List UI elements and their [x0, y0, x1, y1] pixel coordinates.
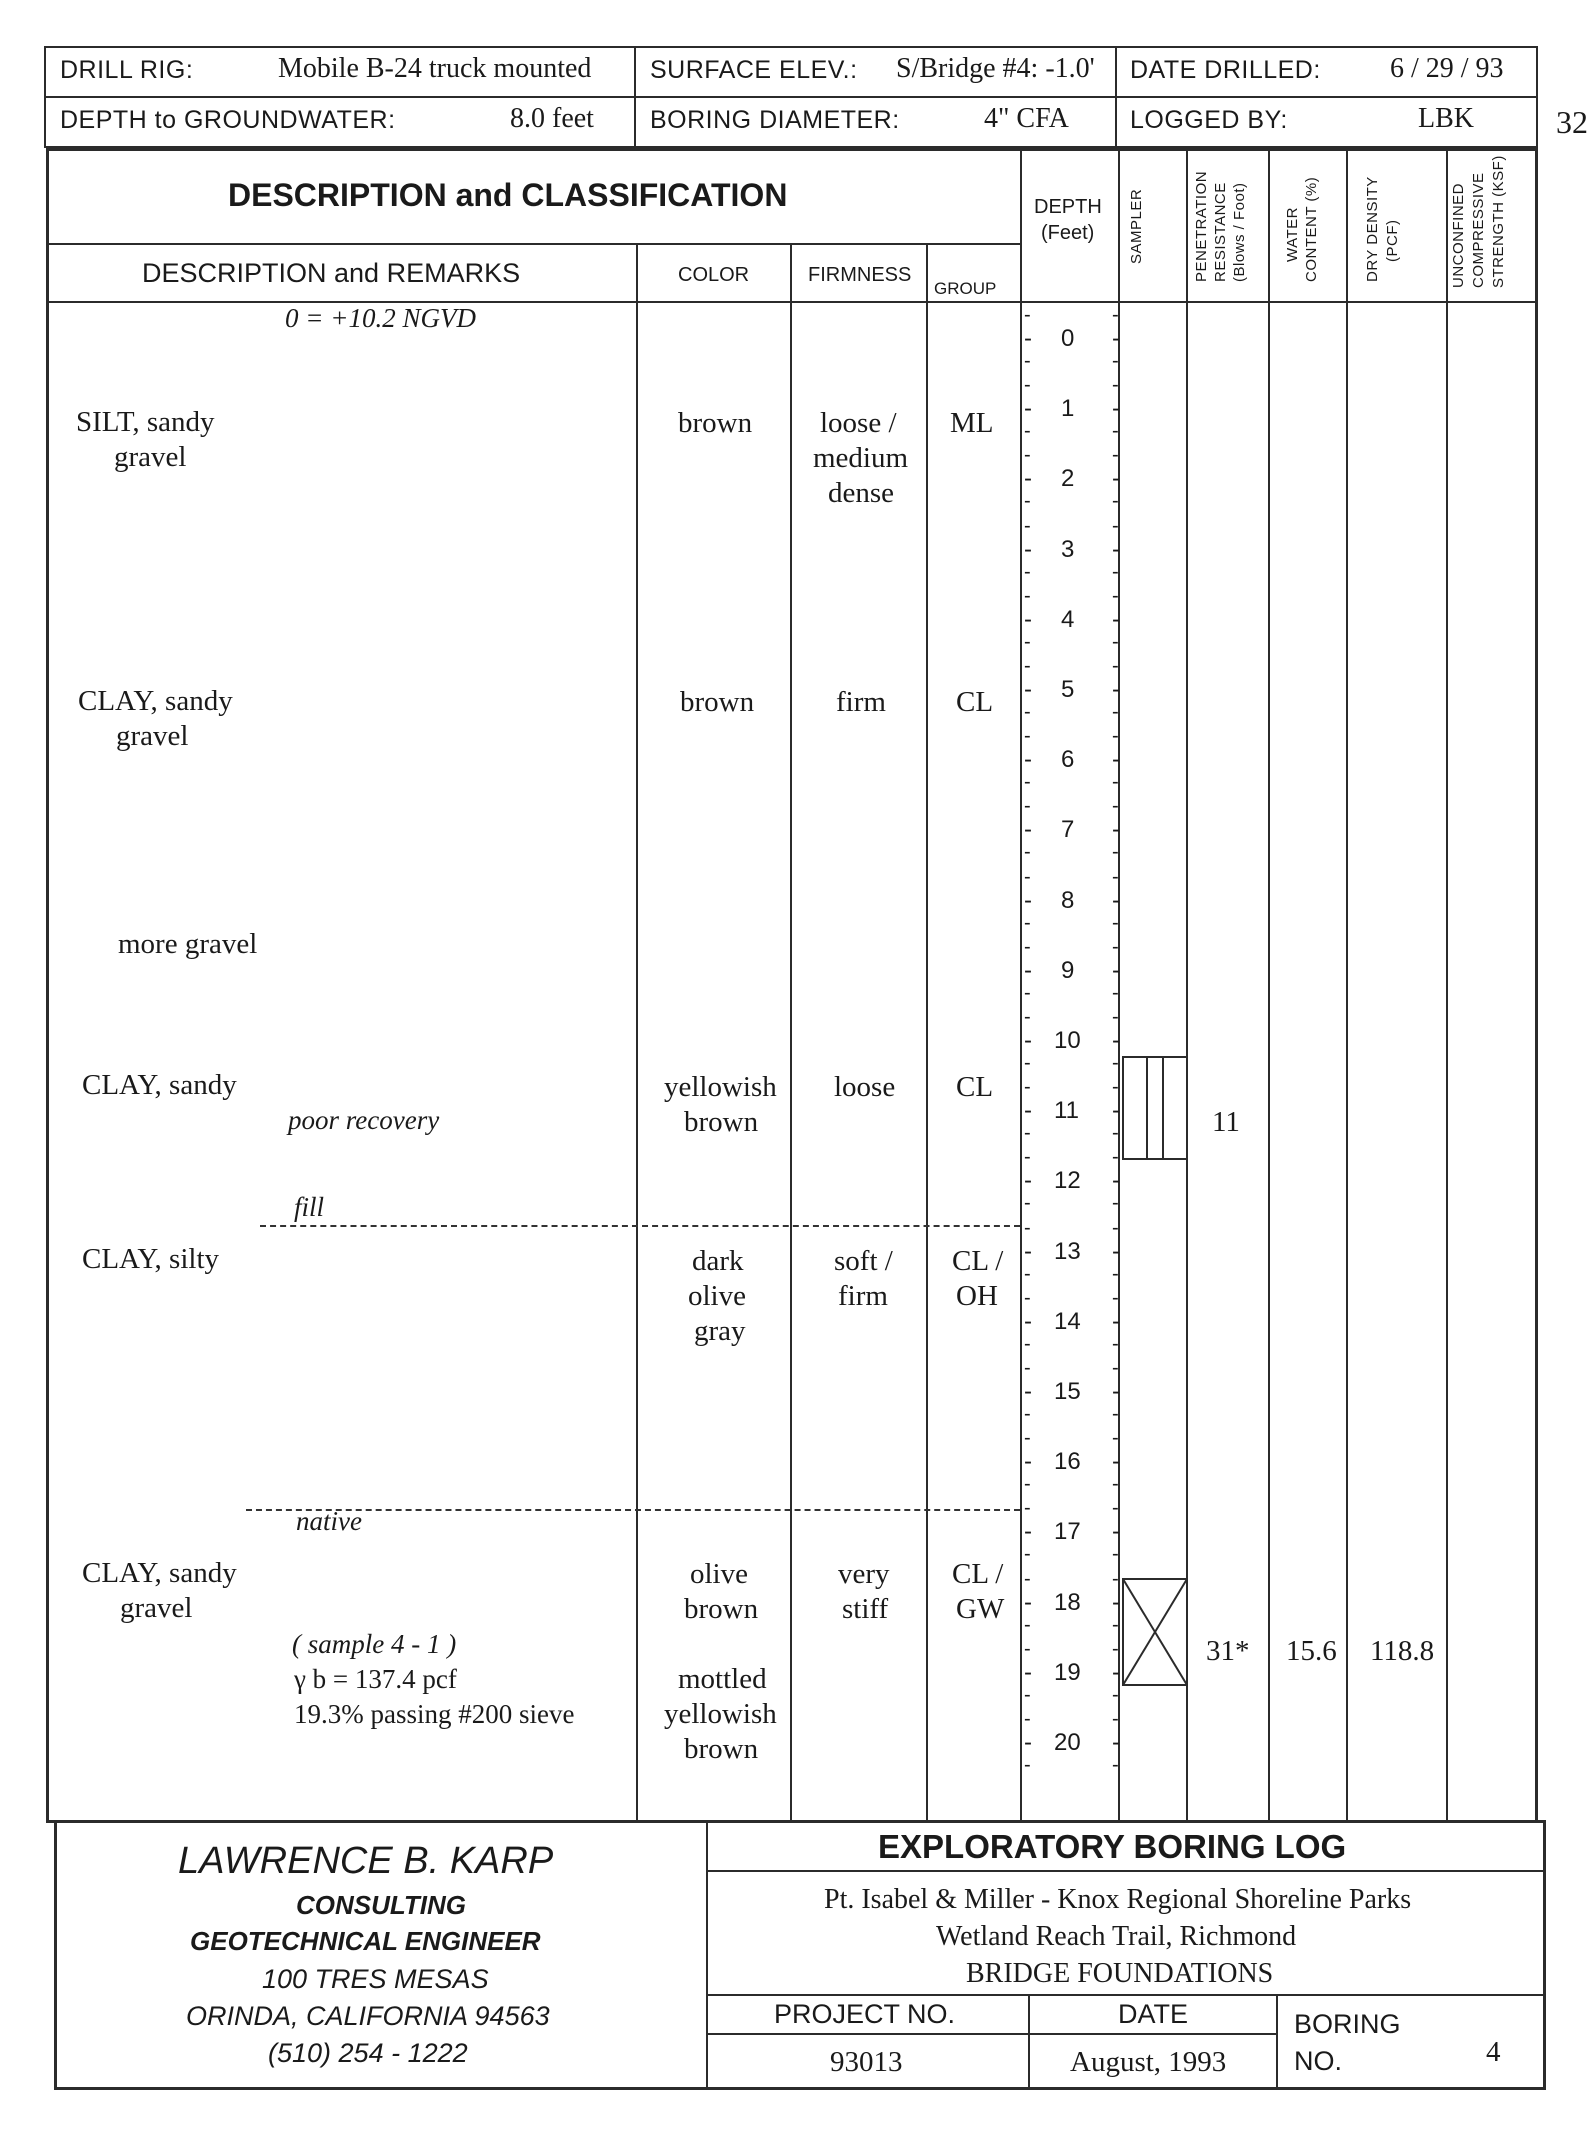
boring-label-2: NO.	[1294, 2046, 1343, 2076]
native-remark: native	[296, 1506, 362, 1536]
depth-tick-mark: -	[1112, 1448, 1120, 1476]
date-label: DATE	[1118, 1999, 1189, 2029]
depth-minor-tick: -	[1112, 1076, 1119, 1099]
depth-minor-tick: -	[1024, 1006, 1031, 1028]
depth-tick-mark: -	[1024, 465, 1032, 493]
depth-minor-tick: -	[1024, 350, 1031, 372]
col-penetration-1: PENETRATION	[1193, 170, 1210, 282]
depth-tick-mark: -	[1112, 1378, 1120, 1405]
depth-minor-tick: -	[1112, 795, 1119, 818]
groundwater-value: 8.0 feet	[510, 103, 594, 134]
depth-minor-tick: -	[1112, 560, 1119, 583]
depth-minor-tick: -	[1112, 1473, 1119, 1496]
layer-1-group: ML	[950, 407, 994, 439]
layer-1-desc-2: gravel	[114, 441, 187, 473]
depth-tick-label: 10	[1054, 1027, 1081, 1054]
depth-minor-tick: -	[1112, 1006, 1119, 1028]
depth-minor-tick: -	[1112, 1052, 1119, 1074]
depth-minor-tick: -	[1112, 374, 1119, 397]
layer-8-color-1: olive	[690, 1558, 748, 1590]
layer-6-color-1: dark	[692, 1245, 744, 1277]
depth-minor-tick: -	[1024, 701, 1031, 723]
project-no-label: PROJECT NO.	[774, 1999, 956, 2029]
col-sampler: SAMPLER	[1128, 188, 1145, 264]
depth-minor-tick: -	[1112, 1262, 1119, 1285]
depth-tick-label: 0	[1061, 325, 1075, 352]
depth-tick-label: 14	[1054, 1307, 1081, 1335]
layer-8-remark-2: γ b = 137.4 pcf	[294, 1664, 457, 1694]
depth-tick-mark: -	[1112, 886, 1120, 914]
layer-8-remark-1: ( sample 4 - 1 )	[292, 1629, 457, 1659]
col-penetration-2: RESISTANCE	[1212, 182, 1229, 282]
layer-8-color-4: yellowish	[664, 1698, 777, 1730]
depth-tick-mark: -	[1112, 1729, 1120, 1756]
depth-minor-tick: -	[1024, 865, 1031, 888]
depth-tick-label: 15	[1054, 1378, 1081, 1405]
depth-tick-label: 13	[1054, 1237, 1081, 1265]
depth-tick-mark: -	[1024, 535, 1032, 563]
date-drilled-value: 6 / 29 / 93	[1390, 53, 1504, 84]
depth-tick-mark: -	[1024, 1097, 1032, 1125]
depth-tick-mark: -	[1112, 1307, 1120, 1335]
layer-2-group: CL	[956, 686, 994, 718]
depth-minor-tick: -	[1112, 1332, 1119, 1355]
depth-tick-mark: -	[1024, 395, 1032, 423]
section-title: DESCRIPTION and CLASSIFICATION	[228, 177, 788, 213]
depth-minor-tick: -	[1112, 514, 1119, 537]
project-no-value: 93013	[830, 2046, 903, 2078]
depth-minor-tick: -	[1112, 841, 1119, 864]
groundwater-label: DEPTH to GROUNDWATER:	[60, 106, 396, 134]
sample-2-drive-icon	[1122, 1578, 1188, 1686]
layer-8-desc-2: gravel	[120, 1592, 193, 1624]
depth-minor-tick: -	[1112, 1286, 1119, 1309]
depth-minor-tick: -	[1024, 490, 1031, 513]
col-density-1: DRY DENSITY	[1364, 176, 1381, 282]
depth-minor-tick: -	[1024, 725, 1031, 748]
depth-minor-tick: -	[1112, 350, 1119, 372]
boring-label-1: BORING	[1294, 2009, 1401, 2039]
depth-minor-tick: -	[1024, 1567, 1031, 1590]
col-color: COLOR	[678, 264, 750, 286]
engineer-line-2: CONSULTING	[296, 1890, 466, 1920]
depth-tick-mark: -	[1112, 1658, 1120, 1686]
depth-minor-tick: -	[1024, 1286, 1031, 1309]
col-water-1: WATER	[1284, 207, 1301, 262]
depth-tick-mark: -	[1024, 1658, 1032, 1686]
layer-8-color-3: mottled	[678, 1663, 767, 1695]
depth-minor-tick: -	[1024, 444, 1031, 467]
depth-tick-label: 17	[1054, 1518, 1081, 1546]
depth-minor-tick: -	[1112, 1403, 1119, 1425]
depth-minor-tick: -	[1112, 1708, 1119, 1730]
depth-minor-tick: -	[1024, 304, 1031, 326]
layer-6-firmness-1: soft /	[834, 1245, 893, 1277]
depth-tick-mark: -	[1024, 1729, 1032, 1756]
layer-3-desc: more gravel	[118, 928, 258, 960]
depth-minor-tick: -	[1024, 1403, 1031, 1425]
depth-tick-mark: -	[1112, 1027, 1120, 1054]
depth-minor-tick: -	[1024, 1543, 1031, 1566]
depth-tick-mark: -	[1112, 1518, 1120, 1546]
col-unconfined-1: UNCONFINED	[1450, 183, 1467, 288]
depth-minor-tick: -	[1024, 911, 1031, 934]
layer-4-desc: CLAY, sandy	[82, 1069, 237, 1101]
depth-tick-label: 19	[1054, 1658, 1081, 1686]
depth-tick-label: 12	[1054, 1167, 1081, 1195]
depth-tick-mark: -	[1024, 1518, 1032, 1546]
engineer-name: LAWRENCE B. KARP	[178, 1840, 554, 1882]
depth-minor-tick: -	[1024, 1216, 1031, 1239]
sample-2-dry-density: 118.8	[1370, 1635, 1435, 1667]
layer-4-remark: poor recovery	[288, 1105, 440, 1135]
layer-8-group-1: CL /	[952, 1558, 1004, 1590]
depth-minor-tick: -	[1112, 490, 1119, 513]
page-number: 32	[1556, 104, 1588, 140]
depth-tick-mark: -	[1024, 605, 1032, 633]
col-depth-unit: (Feet)	[1041, 222, 1095, 244]
depth-minor-tick: -	[1112, 1683, 1119, 1706]
depth-tick-mark: -	[1112, 1097, 1120, 1125]
depth-minor-tick: -	[1024, 1076, 1031, 1099]
depth-minor-tick: -	[1024, 514, 1031, 537]
layer-8-group-2: GW	[956, 1593, 1005, 1625]
depth-minor-tick: -	[1112, 1543, 1119, 1566]
depth-tick-label: 3	[1061, 535, 1075, 563]
col-description: DESCRIPTION and REMARKS	[142, 258, 521, 288]
depth-minor-tick: -	[1112, 725, 1119, 748]
depth-minor-tick: -	[1024, 1192, 1031, 1215]
layer-1-desc: SILT, sandy	[76, 406, 215, 438]
depth-minor-tick: -	[1112, 911, 1119, 934]
depth-minor-tick: -	[1112, 1427, 1119, 1450]
depth-tick-label: 1	[1061, 395, 1075, 423]
depth-minor-tick: -	[1024, 771, 1031, 794]
drill-rig-value: Mobile B-24 truck mounted	[278, 53, 592, 84]
depth-tick-mark: -	[1112, 816, 1120, 844]
depth-tick-label: 8	[1061, 886, 1075, 914]
depth-minor-tick: -	[1112, 1497, 1119, 1520]
sample-2-water-content: 15.6	[1286, 1635, 1337, 1667]
depth-minor-tick: -	[1112, 304, 1119, 326]
engineer-line-5: ORINDA, CALIFORNIA 94563	[186, 2001, 550, 2031]
depth-tick-mark: -	[1024, 1237, 1032, 1265]
col-firmness: FIRMNESS	[808, 264, 912, 286]
layer-1-firmness-3: dense	[828, 477, 895, 509]
boring-diameter-label: BORING DIAMETER:	[650, 106, 900, 134]
depth-tick-mark: -	[1112, 956, 1120, 984]
col-penetration-3: (Blows / Foot)	[1231, 182, 1248, 282]
depth-minor-tick: -	[1024, 981, 1031, 1004]
depth-minor-tick: -	[1112, 701, 1119, 723]
depth-minor-tick: -	[1024, 560, 1031, 583]
layer-6-color-2: olive	[688, 1280, 746, 1312]
depth-minor-tick: -	[1112, 1754, 1119, 1776]
depth-tick-mark: -	[1024, 746, 1032, 774]
depth-tick-mark: -	[1024, 956, 1032, 984]
depth-minor-tick: -	[1024, 841, 1031, 864]
log-table	[46, 148, 1538, 1823]
project-line-1: Pt. Isabel & Miller - Knox Regional Shoreline Parks	[824, 1884, 1412, 1915]
depth-tick-mark: -	[1024, 1588, 1032, 1616]
depth-minor-tick: -	[1024, 420, 1031, 443]
col-density-2: (PCF)	[1384, 219, 1401, 262]
depth-minor-tick: -	[1112, 1637, 1119, 1660]
depth-tick-label: 9	[1061, 956, 1075, 984]
depth-tick-mark: -	[1024, 1378, 1032, 1405]
depth-minor-tick: -	[1024, 935, 1031, 958]
layer-1-firmness-2: medium	[813, 442, 909, 474]
engineer-line-6: (510) 254 - 1222	[268, 2038, 468, 2068]
depth-minor-tick: -	[1112, 771, 1119, 794]
depth-tick-mark: -	[1112, 1588, 1120, 1616]
layer-4-color-2: brown	[684, 1106, 759, 1138]
col-depth: DEPTH	[1034, 196, 1102, 218]
depth-minor-tick: -	[1024, 374, 1031, 397]
depth-tick-mark: -	[1112, 746, 1120, 774]
depth-minor-tick: -	[1112, 584, 1119, 607]
layer-6-group-1: CL /	[952, 1245, 1004, 1277]
boring-diameter-value: 4" CFA	[984, 103, 1069, 134]
layer-2-firmness: firm	[836, 686, 886, 718]
boring-no-value: 4	[1486, 2036, 1501, 2068]
depth-tick-label: 6	[1061, 746, 1075, 774]
depth-minor-tick: -	[1024, 1146, 1031, 1169]
depth-minor-tick: -	[1024, 1613, 1031, 1636]
depth-minor-tick: -	[1112, 1613, 1119, 1636]
depth-tick-mark: -	[1024, 1448, 1032, 1476]
layer-2-color: brown	[680, 686, 755, 718]
depth-tick-mark: -	[1024, 325, 1032, 352]
fill-remark: fill	[294, 1192, 325, 1222]
depth-minor-tick: -	[1024, 1473, 1031, 1496]
depth-tick-mark: -	[1112, 1167, 1120, 1195]
sample-1-penetration: 11	[1212, 1106, 1240, 1138]
date-drilled-label: DATE DRILLED:	[1130, 56, 1321, 84]
depth-tick-label: 5	[1061, 676, 1075, 703]
depth-tick-label: 16	[1054, 1448, 1081, 1476]
depth-tick-label: 20	[1054, 1729, 1081, 1756]
depth-minor-tick: -	[1112, 1122, 1119, 1145]
depth-tick-mark: -	[1024, 1027, 1032, 1054]
depth-minor-tick: -	[1024, 1754, 1031, 1776]
depth-minor-tick: -	[1024, 1683, 1031, 1706]
depth-tick-label: 11	[1054, 1097, 1079, 1125]
depth-minor-tick: -	[1112, 420, 1119, 443]
depth-minor-tick: -	[1024, 1332, 1031, 1355]
depth-tick-mark: -	[1112, 605, 1120, 633]
depth-minor-tick: -	[1024, 1708, 1031, 1730]
depth-minor-tick: -	[1024, 1357, 1031, 1379]
depth-tick-mark: -	[1024, 1307, 1032, 1335]
depth-tick-mark: -	[1112, 395, 1120, 423]
col-group: GROUP	[934, 279, 997, 298]
depth-tick-mark: -	[1112, 325, 1120, 352]
sample-2-penetration: 31*	[1206, 1635, 1250, 1667]
depth-tick-mark: -	[1112, 676, 1120, 703]
layer-6-group-2: OH	[956, 1280, 998, 1312]
surface-elev-label: SURFACE ELEV.:	[650, 56, 858, 84]
surface-elev-value: S/Bridge #4: -1.0'	[896, 53, 1095, 84]
layer-6-color-3: gray	[694, 1315, 746, 1347]
layer-2-desc-2: gravel	[116, 720, 189, 752]
depth-minor-tick: -	[1112, 1357, 1119, 1379]
layer-1-color: brown	[678, 407, 753, 439]
depth-tick-label: 4	[1061, 605, 1075, 633]
layer-8-color-2: brown	[684, 1593, 759, 1625]
depth-minor-tick: -	[1024, 1497, 1031, 1520]
depth-tick-mark: -	[1024, 676, 1032, 703]
depth-minor-tick: -	[1112, 444, 1119, 467]
depth-minor-tick: -	[1024, 655, 1031, 677]
layer-4-color-1: yellowish	[664, 1071, 777, 1103]
layer-6-firmness-2: firm	[838, 1280, 888, 1312]
depth-minor-tick: -	[1112, 1146, 1119, 1169]
datum-note: 0 = +10.2 NGVD	[285, 303, 476, 333]
depth-minor-tick: -	[1112, 655, 1119, 677]
engineer-line-3: GEOTECHNICAL ENGINEER	[190, 1926, 541, 1956]
layer-8-desc: CLAY, sandy	[82, 1557, 237, 1589]
logged-by-label: LOGGED BY:	[1130, 106, 1288, 134]
depth-minor-tick: -	[1112, 981, 1119, 1004]
layer-8-firmness-2: stiff	[842, 1593, 889, 1625]
col-water-2: CONTENT (%)	[1303, 176, 1320, 282]
layer-6-desc: CLAY, silty	[82, 1243, 219, 1275]
fill-boundary-line	[260, 1225, 1020, 1227]
depth-minor-tick: -	[1024, 1427, 1031, 1450]
layer-2-desc: CLAY, sandy	[78, 685, 233, 717]
depth-minor-tick: -	[1112, 1567, 1119, 1590]
report-title: EXPLORATORY BORING LOG	[878, 1828, 1347, 1865]
native-boundary-line	[246, 1509, 1020, 1511]
depth-tick-mark: -	[1112, 535, 1120, 563]
col-unconfined-2: COMPRESSIVE	[1470, 172, 1487, 288]
depth-minor-tick: -	[1112, 630, 1119, 653]
depth-tick-mark: -	[1112, 1237, 1120, 1265]
depth-minor-tick: -	[1024, 795, 1031, 818]
depth-minor-tick: -	[1024, 1122, 1031, 1145]
drill-rig-label: DRILL RIG:	[60, 56, 194, 84]
depth-minor-tick: -	[1112, 935, 1119, 958]
layer-4-firmness: loose	[834, 1071, 896, 1103]
layer-4-group: CL	[956, 1071, 994, 1103]
depth-minor-tick: -	[1024, 1262, 1031, 1285]
depth-tick-label: 18	[1054, 1588, 1081, 1616]
depth-tick-label: 7	[1061, 816, 1075, 844]
project-line-2: Wetland Reach Trail, Richmond	[936, 1921, 1297, 1952]
col-unconfined-3: STRENGTH (KSF)	[1490, 155, 1507, 288]
depth-tick-label: 2	[1061, 465, 1075, 493]
depth-minor-tick: -	[1024, 584, 1031, 607]
project-line-3: BRIDGE FOUNDATIONS	[966, 1958, 1274, 1989]
depth-minor-tick: -	[1112, 1216, 1119, 1239]
date-value: August, 1993	[1070, 2046, 1227, 2078]
layer-8-remark-3: 19.3% passing #200 sieve	[294, 1699, 575, 1729]
logged-by-value: LBK	[1418, 103, 1474, 134]
depth-minor-tick: -	[1112, 865, 1119, 888]
depth-minor-tick: -	[1024, 630, 1031, 653]
engineer-line-4: 100 TRES MESAS	[262, 1964, 489, 1994]
depth-minor-tick: -	[1024, 1052, 1031, 1074]
depth-minor-tick: -	[1112, 1192, 1119, 1215]
depth-minor-tick: -	[1024, 1637, 1031, 1660]
layer-1-firmness-1: loose /	[820, 407, 897, 439]
layer-8-color-5: brown	[684, 1733, 759, 1765]
depth-tick-mark: -	[1024, 816, 1032, 844]
depth-tick-mark: -	[1112, 465, 1120, 493]
layer-8-firmness-1: very	[838, 1558, 890, 1590]
sample-1-open-icon	[1122, 1056, 1188, 1160]
depth-tick-mark: -	[1024, 1167, 1032, 1195]
depth-tick-mark: -	[1024, 886, 1032, 914]
